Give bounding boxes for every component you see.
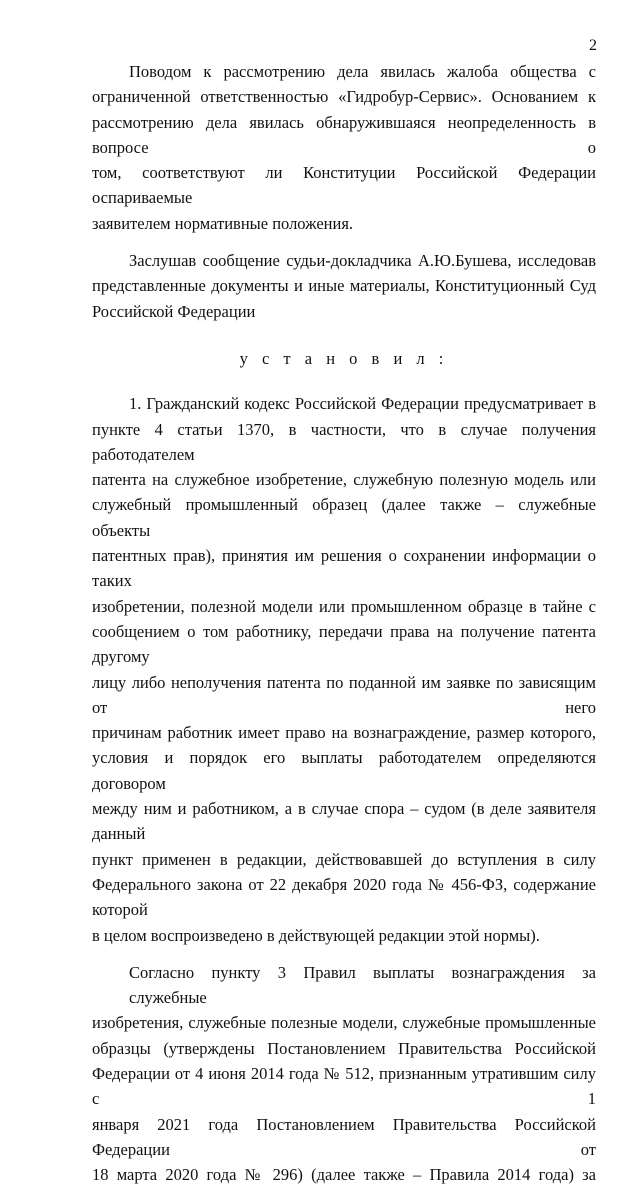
text-line: 1. Гражданский кодекс Российской Федерации предусматривает в [129, 394, 596, 414]
document-body [92, 59, 596, 1187]
text-line: причинам работник имеет право на вознаграждение, размер которого, [92, 723, 596, 743]
text-line: изобретении, полезной модели или промышленном образце в тайне с [92, 596, 596, 616]
text-line: образцы (утверждены Постановлением Правительства Российской [92, 1038, 596, 1058]
text-line: представленные документы и иные материалы, Конституционный Суд [92, 276, 596, 296]
text-line: Российской Федерации [92, 301, 256, 321]
text-line: между ним и работником, а в случае спора – судом (в деле заявителя данный [92, 799, 596, 844]
page-number: 2 [589, 37, 597, 54]
text-line: Согласно пункту 3 Правил выплаты вознаграждения за служебные [129, 962, 596, 1008]
text-line: рассмотрению дела явилась обнаружившаяся неопределенность в вопросе о [92, 112, 596, 157]
text-line: патентных прав), принятия им решения о сохранении информации о таких [92, 546, 596, 591]
text-line: Федерального закона от 22 декабря 2020 года № 456-ФЗ, содержание которой [92, 874, 596, 920]
paragraph-civil-code [92, 391, 596, 948]
text-line: сообщением о том работнику, передачи права на получение патента другому [92, 621, 596, 667]
text-line: том, соответствуют ли Конституции Российской Федерации оспариваемые [92, 163, 596, 208]
text-line: пункте 4 статьи 1370, в частности, что в случае получения работодателем [92, 419, 596, 464]
text-line: января 2021 года Постановлением Правительства Российской Федерации от [92, 1114, 596, 1159]
text-line: условия и порядок его выплаты работодателем определяются договором [92, 748, 596, 793]
text-line: пункт применен в редакции, действовавшей до вступления в силу [92, 849, 596, 869]
text-line: патента на служебное изобретение, служебную полезную модель или [92, 470, 596, 490]
text-line: ограниченной ответственностью «Гидробур-Сервис». Основанием к [92, 87, 596, 107]
text-line: Поводом к рассмотрению дела явилась жалоба общества с [129, 62, 596, 81]
text-line: изобретения, служебные полезные модели, служебные промышленные [92, 1013, 596, 1033]
text-line: Федерации от 4 июня 2014 года № 512, признанным утратившим силу с 1 [92, 1063, 596, 1109]
text-line: заявителем нормативные положения. [92, 213, 354, 233]
section-heading: у с т а н о в и л : [239, 348, 449, 368]
text-line: лицу либо неполучения патента по поданной им заявке по зависящим от него [92, 672, 596, 717]
paragraph-complaint [92, 59, 596, 236]
text-line: служебный промышленный образец (далее также – служебные объекты [92, 495, 596, 540]
text-line: Заслушав сообщение судьи-докладчика А.Ю.Бушева, исследовав [129, 251, 596, 271]
text-line: в целом воспроизведено в действующей редакции этой нормы). [92, 925, 540, 945]
paragraph-hearing [92, 248, 596, 324]
text-line: 18 марта 2020 года № 296) (далее также – Правила 2014 года) за [92, 1165, 596, 1185]
paragraph-rules [92, 960, 596, 1187]
